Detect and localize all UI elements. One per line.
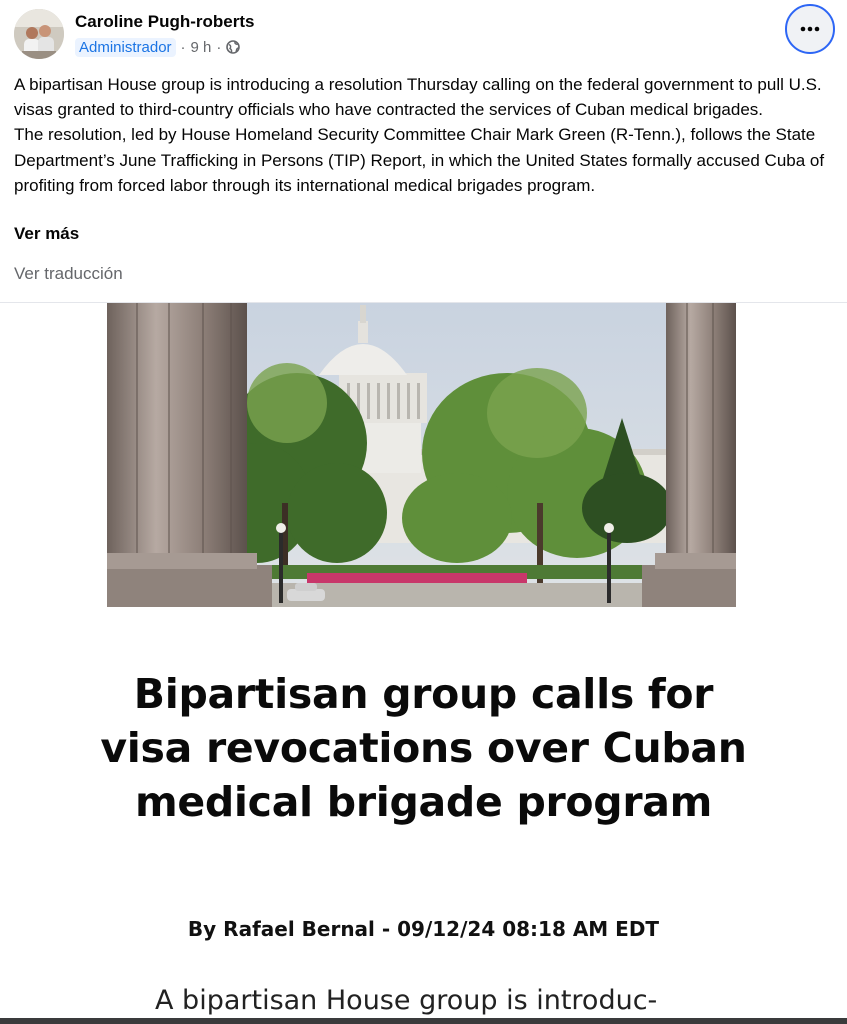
role-badge: Administrador (75, 38, 176, 57)
meta-separator: · (180, 38, 186, 56)
bottom-edge (0, 1018, 847, 1024)
article-byline: By Rafael Bernal - 09/12/24 08:18 AM EDT (187, 917, 660, 941)
author-avatar[interactable] (14, 9, 64, 59)
author-name[interactable]: Caroline Pugh-roberts (75, 12, 255, 31)
post-meta (75, 36, 240, 58)
see-more-link[interactable]: Ver más (14, 224, 80, 243)
more-horizontal-icon (798, 25, 822, 33)
post-header (14, 8, 835, 64)
more-options-button[interactable] (785, 4, 835, 54)
post-body (14, 72, 834, 198)
article-headline[interactable]: Bipartisan group calls for visa revocations over Cuban medical brigade program (100, 670, 747, 826)
post-paragraph: A bipartisan House group is introducing a resolution Thursday calling on the federal government to pull U.S. visas granted to third-country officials who have contracted the services of Cuban medical brigades. (14, 75, 822, 120)
article-lede: A bipartisan House group is introduc- (155, 985, 658, 1016)
post-time[interactable]: 9 h (190, 38, 212, 56)
globe-icon (226, 40, 240, 54)
article-preview[interactable] (0, 302, 847, 1024)
capitol-photo (107, 303, 736, 607)
see-translation-link[interactable]: Ver traducción (14, 264, 123, 283)
post-paragraph: The resolution, led by House Homeland Security Committee Chair Mark Green (R-Tenn.), follows the State Department’s June Trafficking in Persons (TIP) Report, in which the United States formally accused Cuba of profiting from forced labor through its international medical brigades program. (14, 125, 825, 195)
meta-separator: · (216, 38, 222, 56)
